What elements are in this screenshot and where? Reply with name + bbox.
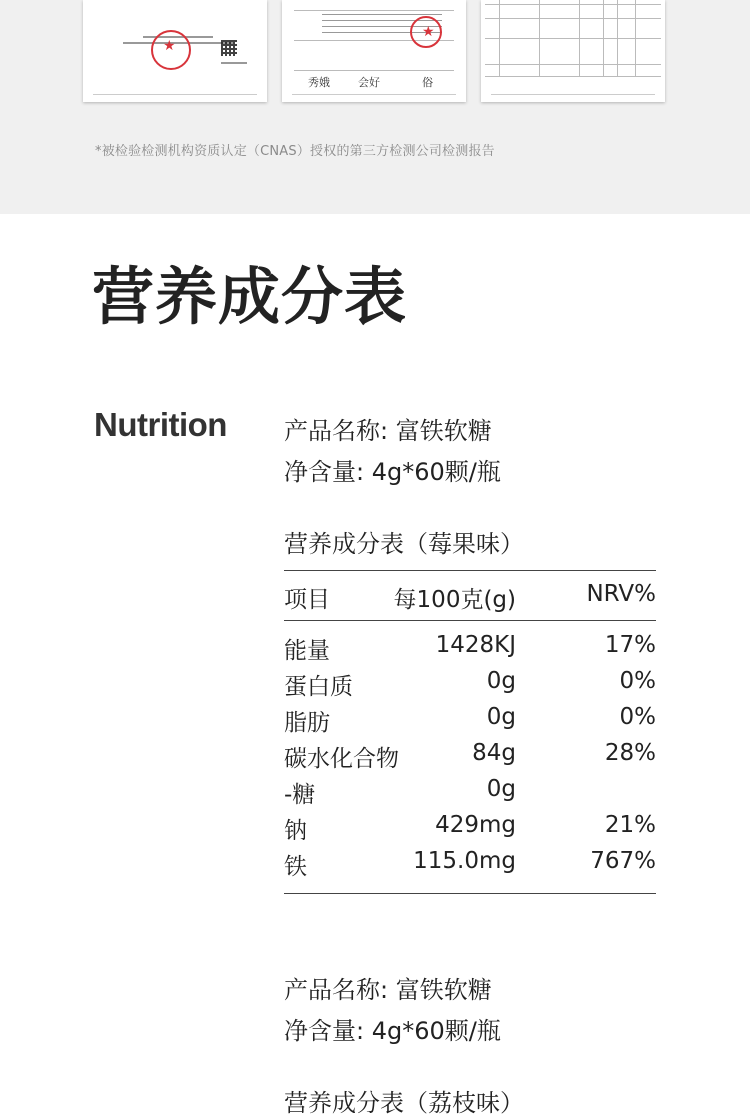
certificates-note: *被检验检测机构资质认定（CNAS）授权的第三方检测公司检测报告	[95, 144, 495, 159]
table-row	[284, 776, 656, 812]
table-row	[284, 632, 656, 668]
nutrition-label: Nutrition	[94, 406, 227, 443]
table-row	[284, 812, 656, 848]
net-content-line: 净含量: 4g*60颗/瓶	[284, 1017, 501, 1045]
qr-code-icon	[221, 40, 237, 56]
nutrient-per100g: 0g	[486, 668, 516, 694]
red-seal-icon	[151, 30, 191, 70]
table-title-lychee: 营养成分表（荔枝味）	[284, 1089, 524, 1117]
table-row	[284, 668, 656, 704]
nutrient-per100g: 84g	[472, 740, 516, 766]
nutrient-nrv: 28%	[604, 740, 656, 766]
table-row	[284, 704, 656, 740]
header-item: 项目	[284, 587, 330, 613]
table-bottom-rule	[284, 893, 656, 894]
nutrient-per100g: 0g	[486, 704, 516, 730]
nutrient-name: -糖	[284, 782, 316, 808]
nutrient-per100g: 115.0mg	[413, 848, 516, 874]
header-nrv: NRV%	[586, 581, 656, 607]
nutrient-per100g: 0g	[486, 776, 516, 802]
nutrient-per100g: 1428KJ	[435, 632, 516, 658]
table-row	[284, 740, 656, 776]
nutrient-nrv: 17%	[604, 632, 656, 658]
nutrient-name: 碳水化合物	[284, 746, 399, 772]
product-name-line: 产品名称: 富铁软糖	[284, 417, 492, 445]
page-title: 营养成分表	[92, 260, 408, 333]
table-top-rule	[284, 570, 656, 571]
nutrient-name: 铁	[284, 854, 307, 880]
nutrient-name: 钠	[284, 818, 307, 844]
nutrient-name: 能量	[284, 638, 330, 664]
table-header-rule	[284, 620, 656, 621]
test-report-thumbnail-2[interactable]: ★ 秀娥 会好 俗	[282, 0, 466, 102]
nutrient-nrv: 0%	[619, 668, 656, 694]
table-title-berry: 营养成分表（莓果味）	[284, 530, 524, 558]
nutrient-nrv: 21%	[604, 812, 656, 838]
certificate-band	[0, 0, 750, 214]
red-seal-icon	[410, 16, 442, 48]
nutrient-nrv: 0%	[619, 704, 656, 730]
nutrient-nrv: 767%	[590, 848, 656, 874]
test-report-thumbnail-3[interactable]	[481, 0, 665, 102]
test-report-thumbnail-1[interactable]	[83, 0, 267, 102]
table-row	[284, 848, 656, 884]
nutrient-per100g: 429mg	[435, 812, 516, 838]
product-name-line: 产品名称: 富铁软糖	[284, 976, 492, 1004]
nutrient-name: 蛋白质	[284, 674, 353, 700]
net-content-line: 净含量: 4g*60颗/瓶	[284, 458, 501, 486]
table-header-row	[284, 581, 656, 617]
nutrient-name: 脂肪	[284, 710, 330, 736]
header-per100g: 每100克(g)	[393, 587, 516, 613]
